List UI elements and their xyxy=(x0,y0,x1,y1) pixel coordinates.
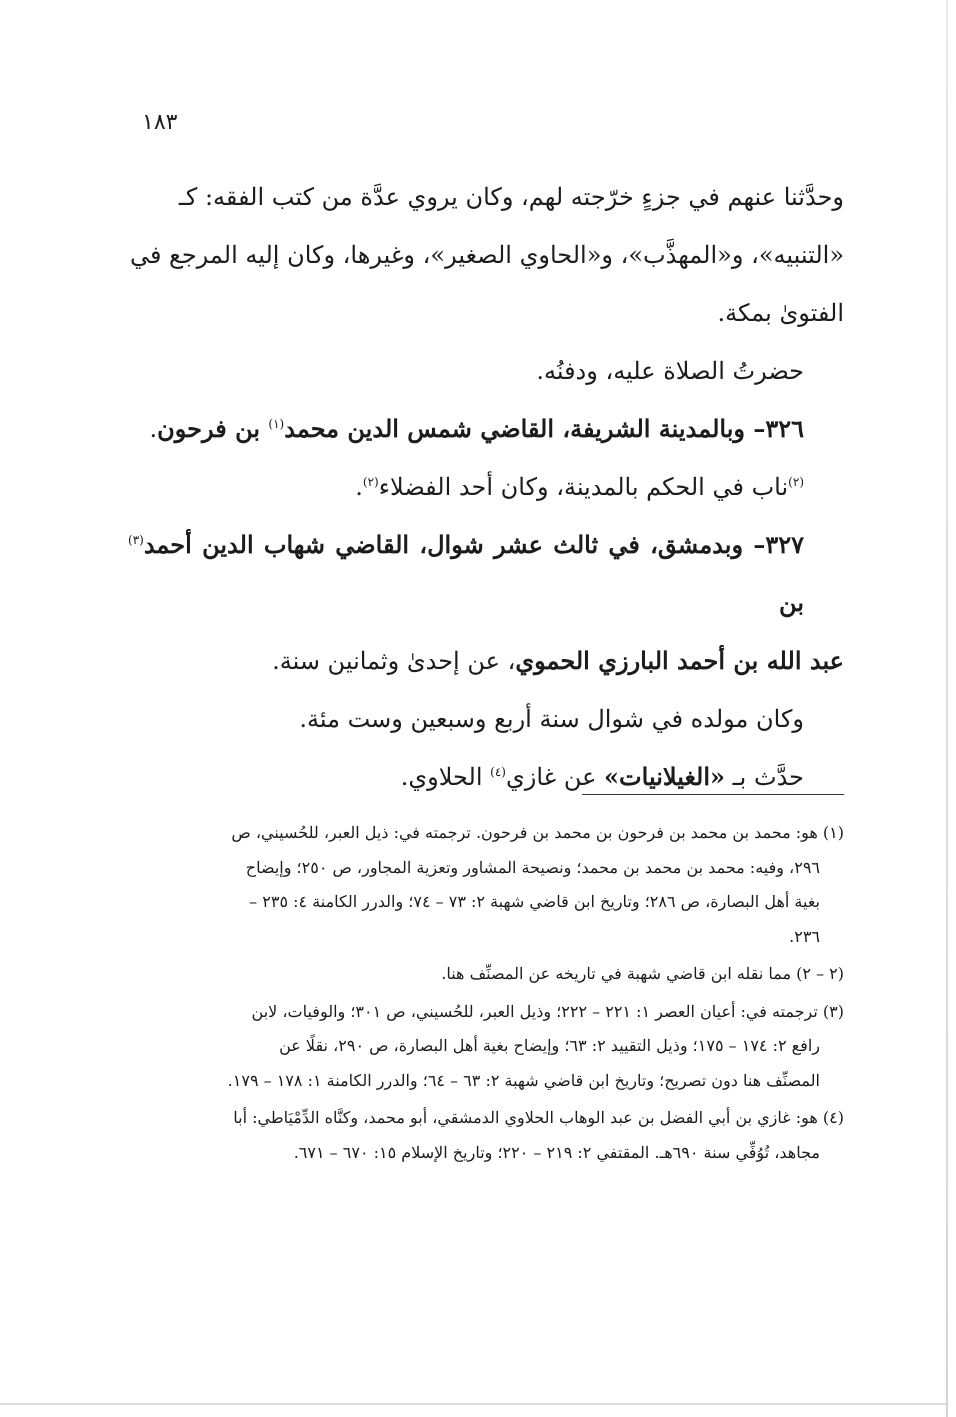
paragraph-funeral: حضرتُ الصلاة عليه، ودفنُه. xyxy=(536,357,804,385)
footnote-ref: (٤) xyxy=(490,765,506,779)
paragraph-fiqh-books xyxy=(128,168,844,342)
entry-number: ٣٢٦– وبالمدينة الشريفة، xyxy=(554,414,804,443)
footnote-separator xyxy=(582,794,844,795)
person-name-cont: بن فرحون xyxy=(157,414,269,443)
entry-327-heading xyxy=(128,516,844,632)
main-text xyxy=(128,168,844,806)
entry-327-name-line: عبد الله بن أحمد البارزي الحموي، عن إحدىٰ وثمانين سنة. xyxy=(272,646,844,675)
text-line: وحدَّثنا عنهم في جزءٍ خرّجته لهم، وكان يروي عدَّة من كتب الفقه: كـ xyxy=(178,183,844,211)
entry-326-note: $^{(٢)}$ناب في الحكم بالمدينة، وكان أحد الفضلاء$^{(٢)}$. xyxy=(355,473,804,501)
text-line: «التنبيه»، و«المهذَّب»، و«الحاوي الصغير»، وغيرها، وكان إليه المرجع في xyxy=(129,241,844,269)
entry-327-birth: وكان مولده في شوال سنة أربع وسبعين وست مئة. xyxy=(299,705,804,733)
footnote-ref: (٣) xyxy=(128,533,144,547)
footnotes xyxy=(118,816,844,1173)
entry-326-heading: ٣٢٦– وبالمدينة الشريفة، القاضي شمس الدين محمد$^{(١)}$ بن فرحون. xyxy=(149,414,804,443)
footnote-ref: (٢) xyxy=(788,475,804,489)
person-name: القاضي شمس الدين محمد xyxy=(284,414,555,443)
entry-327-hadith: حدَّث بـ «الغيلانيات» عن غازي$^{(٤)}$ الحلاوي. xyxy=(400,762,804,791)
footnote-4: (٤) هو: غازي بن أبي الفضل بن عبد الوهاب الحلاوي الدمشقي، أبو محمد، وكنَّاه الدِّمْيَاطي: أبا مجاهد، تُوُفِّي سنة ٦٩٠هـ. المقتفي ٢: ٢١٩ – ٢٢٠؛ وتاريخ الإسلام ١٥: ٦٧٠ – ٦٧١. xyxy=(233,1108,844,1162)
footnote-1: (١) هو: محمد بن محمد بن فرحون بن محمد بن فرحون. ترجمته في: ذيل العبر، للحُسيني، ص ٢٩٦، وفيه: محمد بن محمد بن محمد؛ ونصيحة المشاور وتعزية المجاور، ص ٢٥٠؛ وإيضاح بغية أهل البصارة، ص ٢٨٦؛ وتاريخ ابن قاضي شهبة ٢: ٧٣ – ٧٤؛ والدرر الكامنة ٤: ٢٣٥ – ٢٣٦. xyxy=(231,823,844,946)
text-line: الفتوىٰ بمكة. xyxy=(717,299,844,327)
book-title: «الغيلانيات» xyxy=(604,762,725,791)
footnote-3: (٣) ترجمته في: أعيان العصر ١: ٢٢١ – ٢٢٢؛ وذيل العبر، للحُسيني، ص ٣٠١؛ والوفيات، لابن رافع ٢: ١٧٤ – ١٧٥؛ وذيل التقييد ٢: ٦٣؛ وإيضاح بغية أهل البصارة، ص ٢٩٠، نقلًا عن المصنِّف هنا دون تصريح؛ وتاريخ ابن قاضي شهبة ٢: ٦٣ – ٦٤؛ والدرر الكامنة ١: ١٧٨ – ١٧٩. xyxy=(227,1001,844,1090)
page-number: ١٨٣ xyxy=(142,110,178,135)
person-name-cont: بن xyxy=(779,588,804,617)
footnote-ref: (٢) xyxy=(362,475,379,489)
person-lineage: عبد الله بن أحمد البارزي الحموي xyxy=(515,646,844,675)
page-edge xyxy=(946,0,948,1417)
footnote-ref: (١) xyxy=(268,417,285,431)
person-name: القاضي شهاب الدين أحمد xyxy=(143,530,410,559)
footnote-2: (٢ – ٢) مما نقله ابن قاضي شهبة في تاريخه عن المصنِّف هنا. xyxy=(441,964,844,983)
entry-number: ٣٢٧– وبدمشق، في ثالث عشر شوال، xyxy=(409,530,804,559)
page-edge-bottom xyxy=(0,1403,946,1405)
